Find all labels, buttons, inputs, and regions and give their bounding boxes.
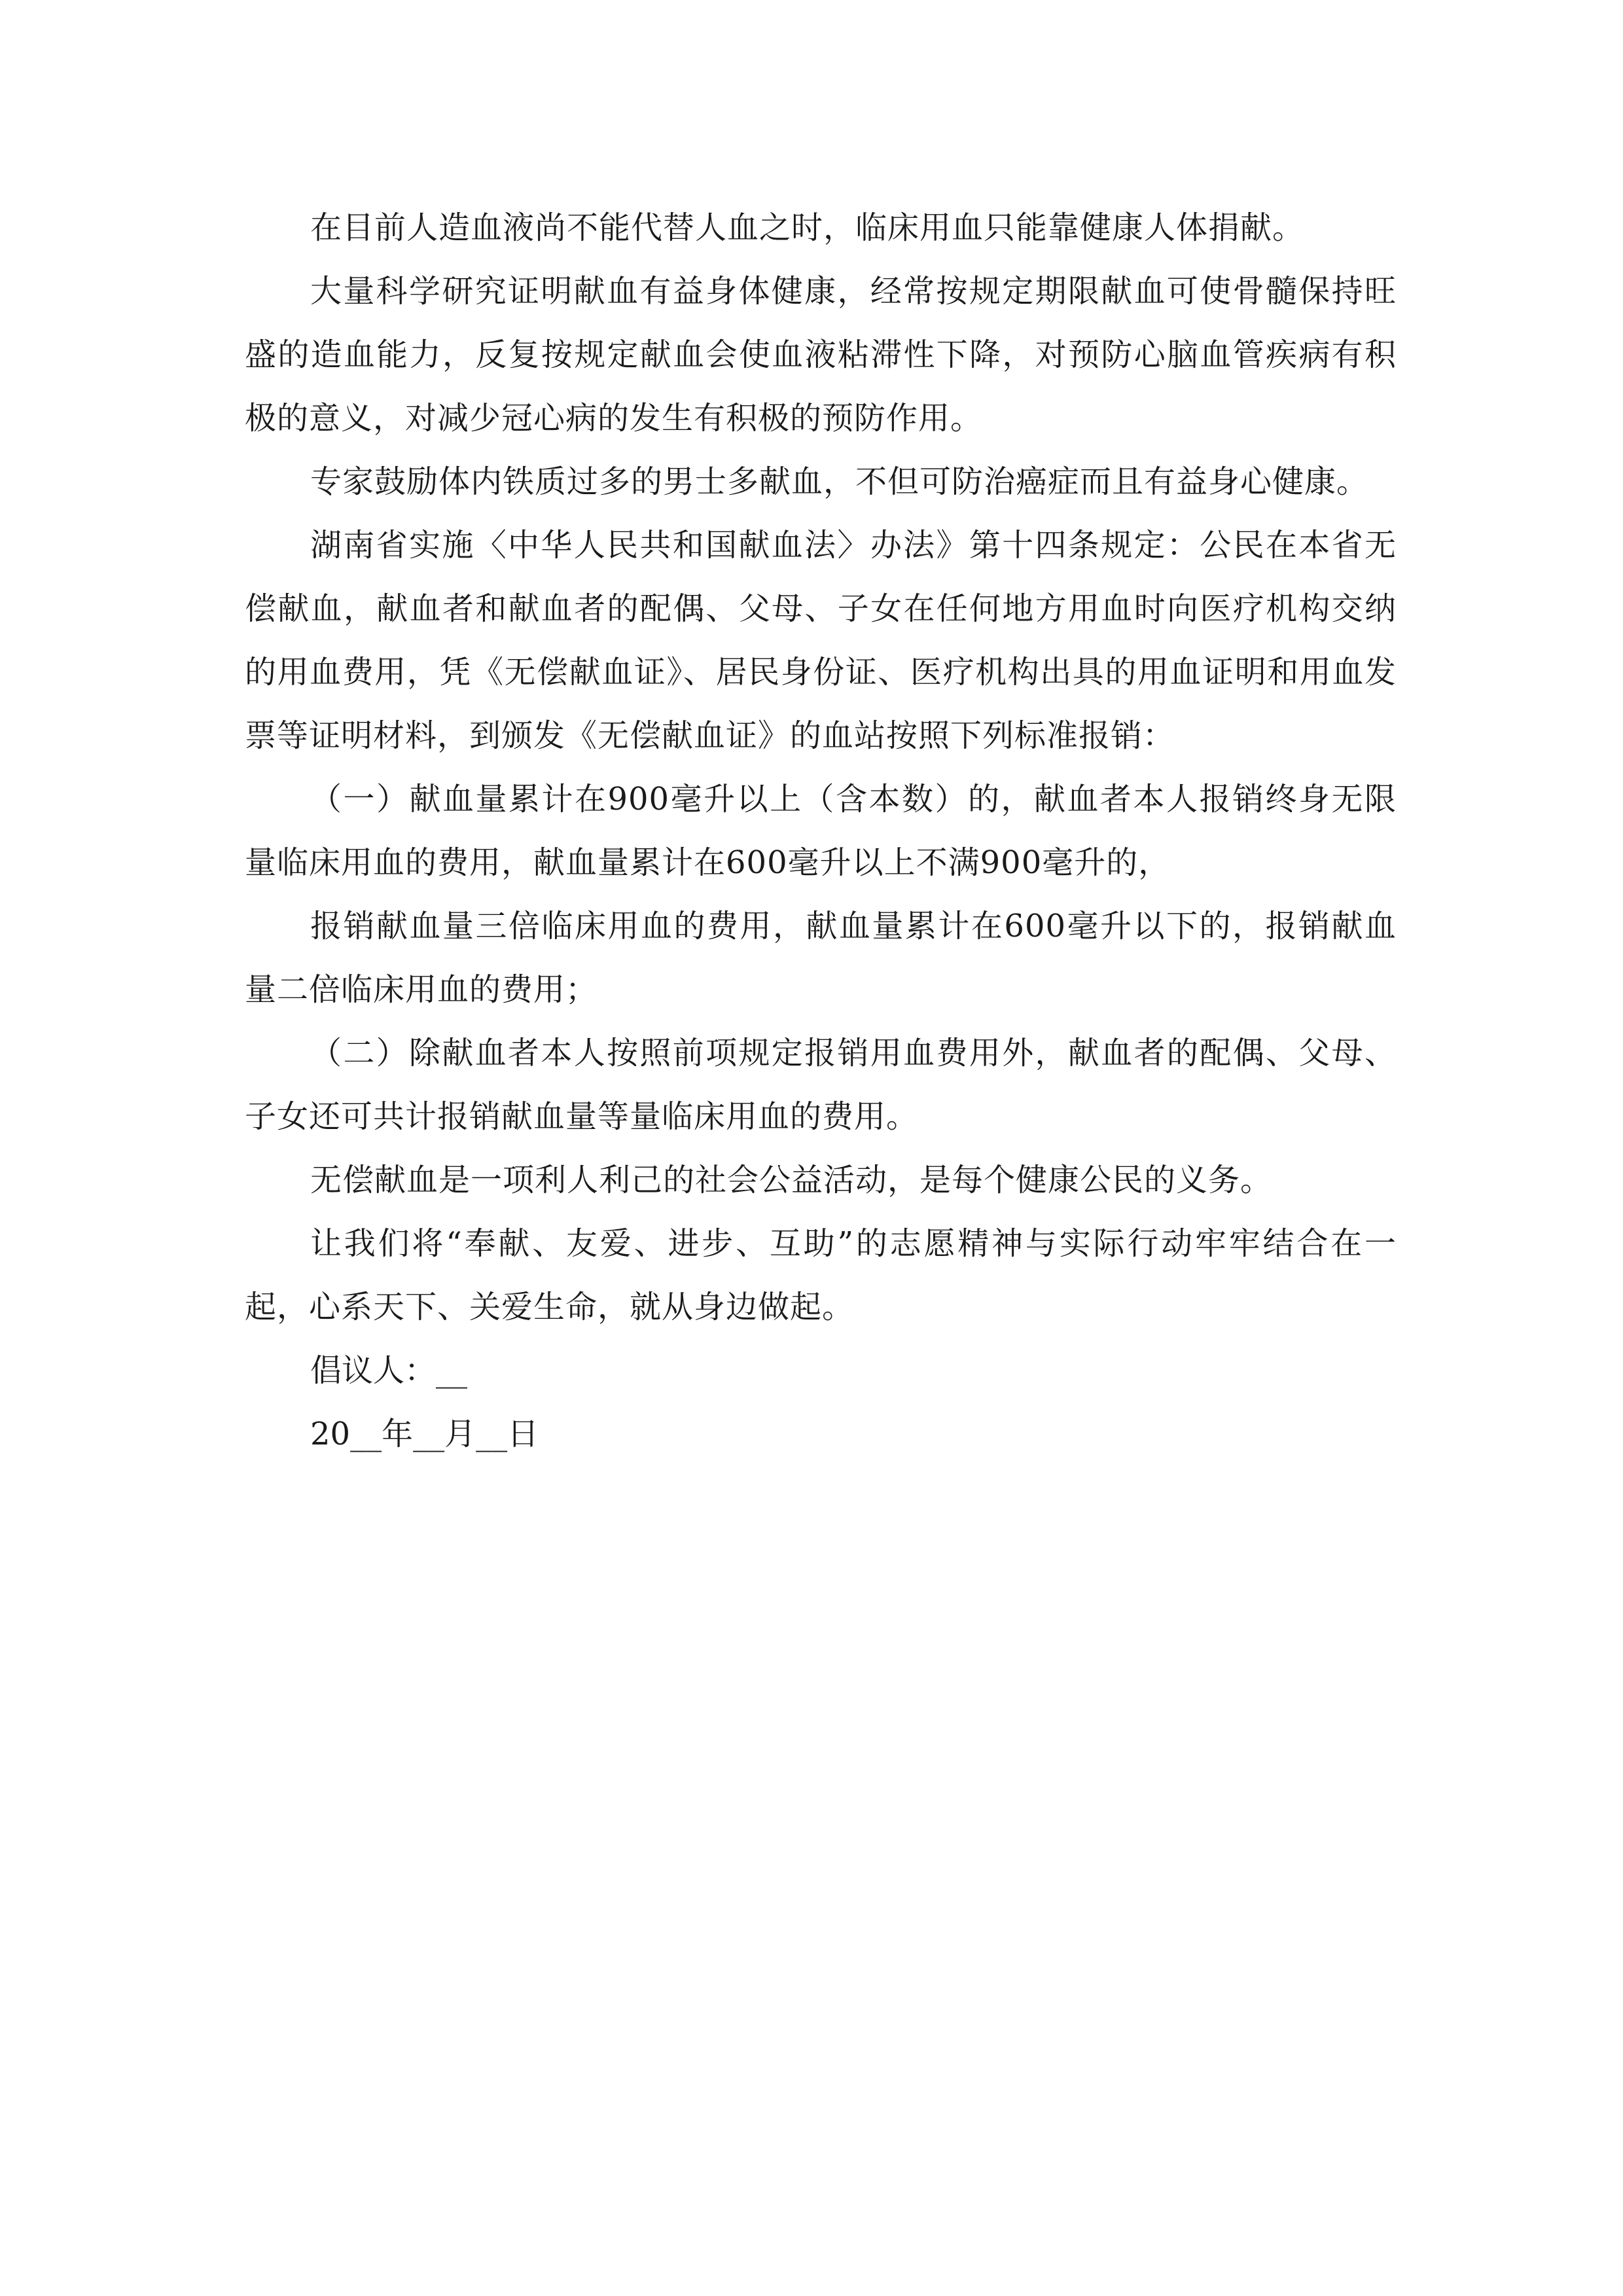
paragraph-clause-one: （一）献血量累计在900毫升以上（含本数）的，献血者本人报销终身无限量临床用血的费用，献血量累计在600毫升以上不满900毫升的， (245, 781, 1397, 881)
paragraph-clause-two: （二）除献血者本人按照前项规定报销用血费用外，献血者的配偶、父母、子女还可共计报销献血量等量临床用血的费用。 (245, 1035, 1397, 1135)
paragraph-hunan-regulation: 湖南省实施〈中华人民共和国献血法〉办法》第十四条规定：公民在本省无偿献血，献血者和献血者的配偶、父母、子女在任何地方用血时向医疗机构交纳的用血费用，凭《无偿献血证》、居民身份证、医疗机构出具的用血证明和用血发票等证明材料，到颁发《无偿献血证》的血站按照下列标准报销： (245, 527, 1397, 754)
document-body (245, 196, 1397, 1466)
paragraph-call-to-action: 让我们将“奉献、友爱、进步、互助”的志愿精神与实际行动牢牢结合在一起，心系天下、关爱生命，就从身边做起。 (245, 1225, 1397, 1325)
paragraph-clause-one-continued: 报销献血量三倍临床用血的费用，献血量累计在600毫升以下的，报销献血量二倍临床用血的费用； (245, 908, 1397, 1008)
date-line: 20__年__月__日 (310, 1416, 539, 1452)
paragraph-expert-advice: 专家鼓励体内铁质过多的男士多献血，不但可防治癌症而且有益身心健康。 (310, 463, 1369, 500)
paragraph-health-benefits: 大量科学研究证明献血有益身体健康，经常按规定期限献血可使骨髓保持旺盛的造血能力，反复按规定献血会使血液粘滞性下降，对预防心脑血管疾病有积极的意义，对减少冠心病的发生有积极的预防作用。 (245, 273, 1397, 437)
proposer-line: 倡议人：__ (310, 1352, 468, 1389)
paragraph-public-welfare: 无偿献血是一项利人利己的社会公益活动，是每个健康公民的义务。 (310, 1162, 1273, 1198)
paragraph-artificial-blood: 在目前人造血液尚不能代替人血之时，临床用血只能靠健康人体捐献。 (310, 209, 1305, 246)
